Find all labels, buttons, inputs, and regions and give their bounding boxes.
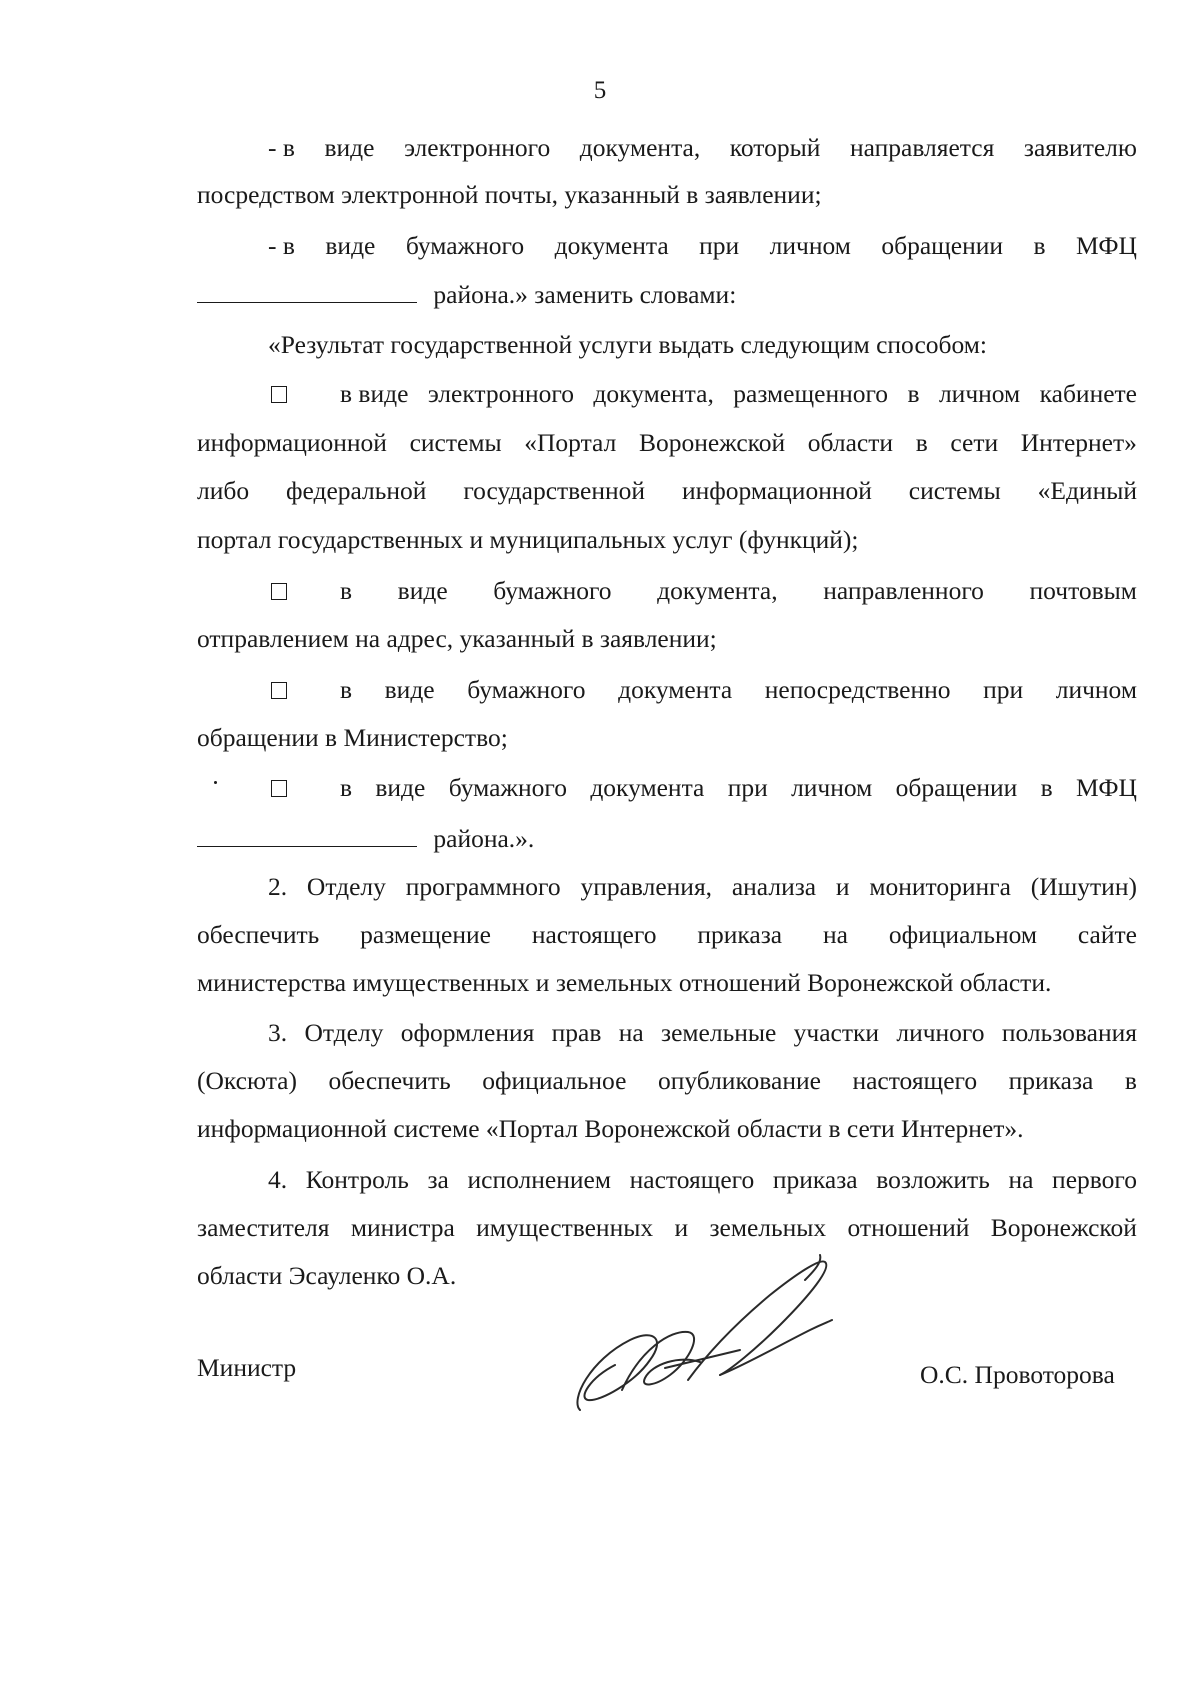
word: кабинете <box>1039 379 1137 408</box>
word: земельные <box>661 1018 777 1047</box>
word: который <box>729 133 821 162</box>
checkbox-box[interactable] <box>271 583 287 600</box>
word: информационной <box>197 428 387 457</box>
word: отношений <box>847 1213 970 1242</box>
word: официальное <box>482 1066 627 1095</box>
word: либо <box>197 476 250 505</box>
word: приказа <box>697 920 783 949</box>
word: документа <box>618 675 733 704</box>
word: исполнением <box>467 1165 611 1194</box>
paragraph-paper-mfc-line1 <box>268 233 1137 259</box>
word: земельных <box>709 1213 827 1242</box>
word: непосредственно <box>764 675 951 704</box>
item-4-line3: области Эсауленко О.А. <box>197 1261 457 1290</box>
word: личном <box>769 231 851 260</box>
word: Контроль <box>305 1165 409 1194</box>
word: опубликование <box>657 1066 821 1095</box>
word: в <box>340 576 353 605</box>
word: 2. <box>268 872 288 901</box>
word: обеспечить <box>328 1066 451 1095</box>
word: направляется <box>849 133 995 162</box>
word: программного <box>405 872 561 901</box>
word: при <box>983 675 1024 704</box>
word: - в <box>268 133 295 162</box>
option-paper-mail-line1 <box>340 578 1137 604</box>
word: участки <box>793 1018 880 1047</box>
word: за <box>427 1165 449 1194</box>
paragraph-result-intro: «Результат государственной услуги выдать следующим способом: <box>268 330 987 359</box>
word: приказа <box>1008 1066 1094 1095</box>
word: настоящего <box>629 1165 755 1194</box>
word: виде <box>325 231 376 260</box>
word: мониторинга <box>869 872 1011 901</box>
word: обеспечить <box>197 920 320 949</box>
word: федеральной <box>285 476 427 505</box>
word: направленного <box>823 576 984 605</box>
word: электронного <box>404 133 551 162</box>
word: системы <box>409 428 502 457</box>
scan-speck <box>214 781 217 784</box>
word: государственной <box>463 476 646 505</box>
item-2-line2 <box>197 922 1137 948</box>
word: - в <box>268 231 295 260</box>
word: на <box>1008 1165 1034 1194</box>
word: настоящего <box>531 920 657 949</box>
option-paper-ministry-line2: обращении в Министерство; <box>197 723 508 752</box>
word: 4. <box>268 1165 288 1194</box>
word: пользования <box>1001 1018 1137 1047</box>
word: информационной <box>681 476 872 505</box>
word: «Портал <box>524 428 617 457</box>
option-electronic-cabinet-line3 <box>197 478 1137 504</box>
option-paper-mfc-line1 <box>340 775 1137 801</box>
word: личном <box>1055 675 1137 704</box>
word: сети <box>950 428 999 457</box>
item-3-line3: информационной системе «Портал Воронежской области в сети Интернет». <box>197 1114 1024 1143</box>
item-2-line3: министерства имущественных и земельных отношений Воронежской области. <box>197 968 1052 997</box>
word: официальном <box>888 920 1038 949</box>
word: бумажного <box>467 675 586 704</box>
word: бумажного <box>448 773 567 802</box>
word: в <box>340 773 353 802</box>
blank-district-field <box>197 824 417 847</box>
word: «Единый <box>1037 476 1137 505</box>
word: документа, <box>579 133 701 162</box>
word: электронного <box>427 379 574 408</box>
word: в виде <box>340 379 409 408</box>
word: Отделу <box>306 872 386 901</box>
checkbox-box[interactable] <box>271 682 287 699</box>
item-2-line1 <box>268 874 1137 900</box>
word: и <box>835 872 850 901</box>
word: бумажного <box>493 576 612 605</box>
word: имущественных <box>476 1213 654 1242</box>
word: при <box>699 231 740 260</box>
word: МФЦ <box>1076 231 1137 260</box>
word: министра <box>350 1213 455 1242</box>
paragraph-electronic-email-line1 <box>268 135 1137 161</box>
word: личном <box>938 379 1021 408</box>
option-paper-mail-checkbox[interactable] <box>271 578 287 604</box>
option-paper-mfc-checkbox[interactable] <box>271 775 287 801</box>
signatory-name: О.С. Провоторова <box>920 1360 1115 1389</box>
word: обращении <box>895 773 1018 802</box>
word: системы <box>908 476 1001 505</box>
word: управления, <box>580 872 713 901</box>
word: сайте <box>1077 920 1137 949</box>
word: МФЦ <box>1076 773 1137 802</box>
paragraph-paper-mfc-text: района.» заменить словами: <box>433 279 737 309</box>
word: Интернет» <box>1020 428 1137 457</box>
word: документа, <box>593 379 714 408</box>
word: анализа <box>731 872 817 901</box>
word: виде <box>324 133 375 162</box>
word: в <box>340 675 353 704</box>
item-3-line1 <box>268 1020 1137 1046</box>
option-paper-mfc-line2 <box>197 824 534 851</box>
checkbox-box[interactable] <box>271 386 287 403</box>
word: настоящего <box>852 1066 978 1095</box>
option-electronic-cabinet-checkbox[interactable] <box>271 381 287 407</box>
word: заявителю <box>1023 133 1137 162</box>
word: Отделу <box>304 1018 384 1047</box>
word: заместителя <box>197 1213 330 1242</box>
word: в <box>1040 773 1053 802</box>
signatory-position: Министр <box>197 1353 297 1382</box>
item-4-line1 <box>268 1167 1137 1193</box>
word: документа <box>554 231 669 260</box>
word: в <box>915 428 928 457</box>
word: размещение <box>360 920 491 949</box>
option-electronic-cabinet-line2 <box>197 430 1137 456</box>
item-3-line2 <box>197 1068 1137 1094</box>
word: бумажного <box>405 231 525 260</box>
word: Воронежской <box>638 428 786 457</box>
word: обращении <box>881 231 1004 260</box>
word: и <box>674 1213 689 1242</box>
word: возложить <box>876 1165 990 1194</box>
paragraph-electronic-email-line2: посредством электронной почты, указанный в заявлении; <box>197 180 822 209</box>
checkbox-box[interactable] <box>271 780 287 797</box>
option-electronic-cabinet-line1 <box>340 381 1137 407</box>
word: приказа <box>772 1165 858 1194</box>
option-electronic-cabinet-line4: портал государственных и муниципальных услуг (функций); <box>197 525 859 554</box>
word: на <box>823 920 848 949</box>
word: документа, <box>657 576 778 605</box>
word: 3. <box>268 1018 288 1047</box>
option-paper-mfc-text: района.». <box>433 823 535 853</box>
option-paper-mail-line2: отправлением на адрес, указанный в заявлении; <box>197 624 717 653</box>
word: первого <box>1052 1165 1137 1194</box>
item-4-line2 <box>197 1215 1137 1241</box>
option-paper-ministry-checkbox[interactable] <box>271 677 287 703</box>
word: (Ишутин) <box>1030 872 1137 901</box>
blank-district-field <box>197 280 417 303</box>
word: оформления <box>400 1018 535 1047</box>
word: Воронежской <box>990 1213 1137 1242</box>
word: в <box>907 379 920 408</box>
word: прав <box>551 1018 602 1047</box>
word: документа <box>590 773 705 802</box>
word: виде <box>384 675 435 704</box>
handwritten-signature <box>570 1250 870 1420</box>
paragraph-paper-mfc-line2 <box>197 280 736 307</box>
word: на <box>618 1018 644 1047</box>
word: (Оксюта) <box>197 1066 297 1095</box>
word: почтовым <box>1029 576 1137 605</box>
word: в <box>1033 231 1046 260</box>
word: личном <box>791 773 873 802</box>
word: виде <box>397 576 448 605</box>
word: области <box>807 428 894 457</box>
word: размещенного <box>733 379 889 408</box>
word: виде <box>375 773 426 802</box>
option-paper-ministry-line1 <box>340 677 1137 703</box>
word: при <box>727 773 768 802</box>
word: личного <box>896 1018 985 1047</box>
page-number: 5 <box>593 77 607 104</box>
word: в <box>1124 1066 1137 1095</box>
